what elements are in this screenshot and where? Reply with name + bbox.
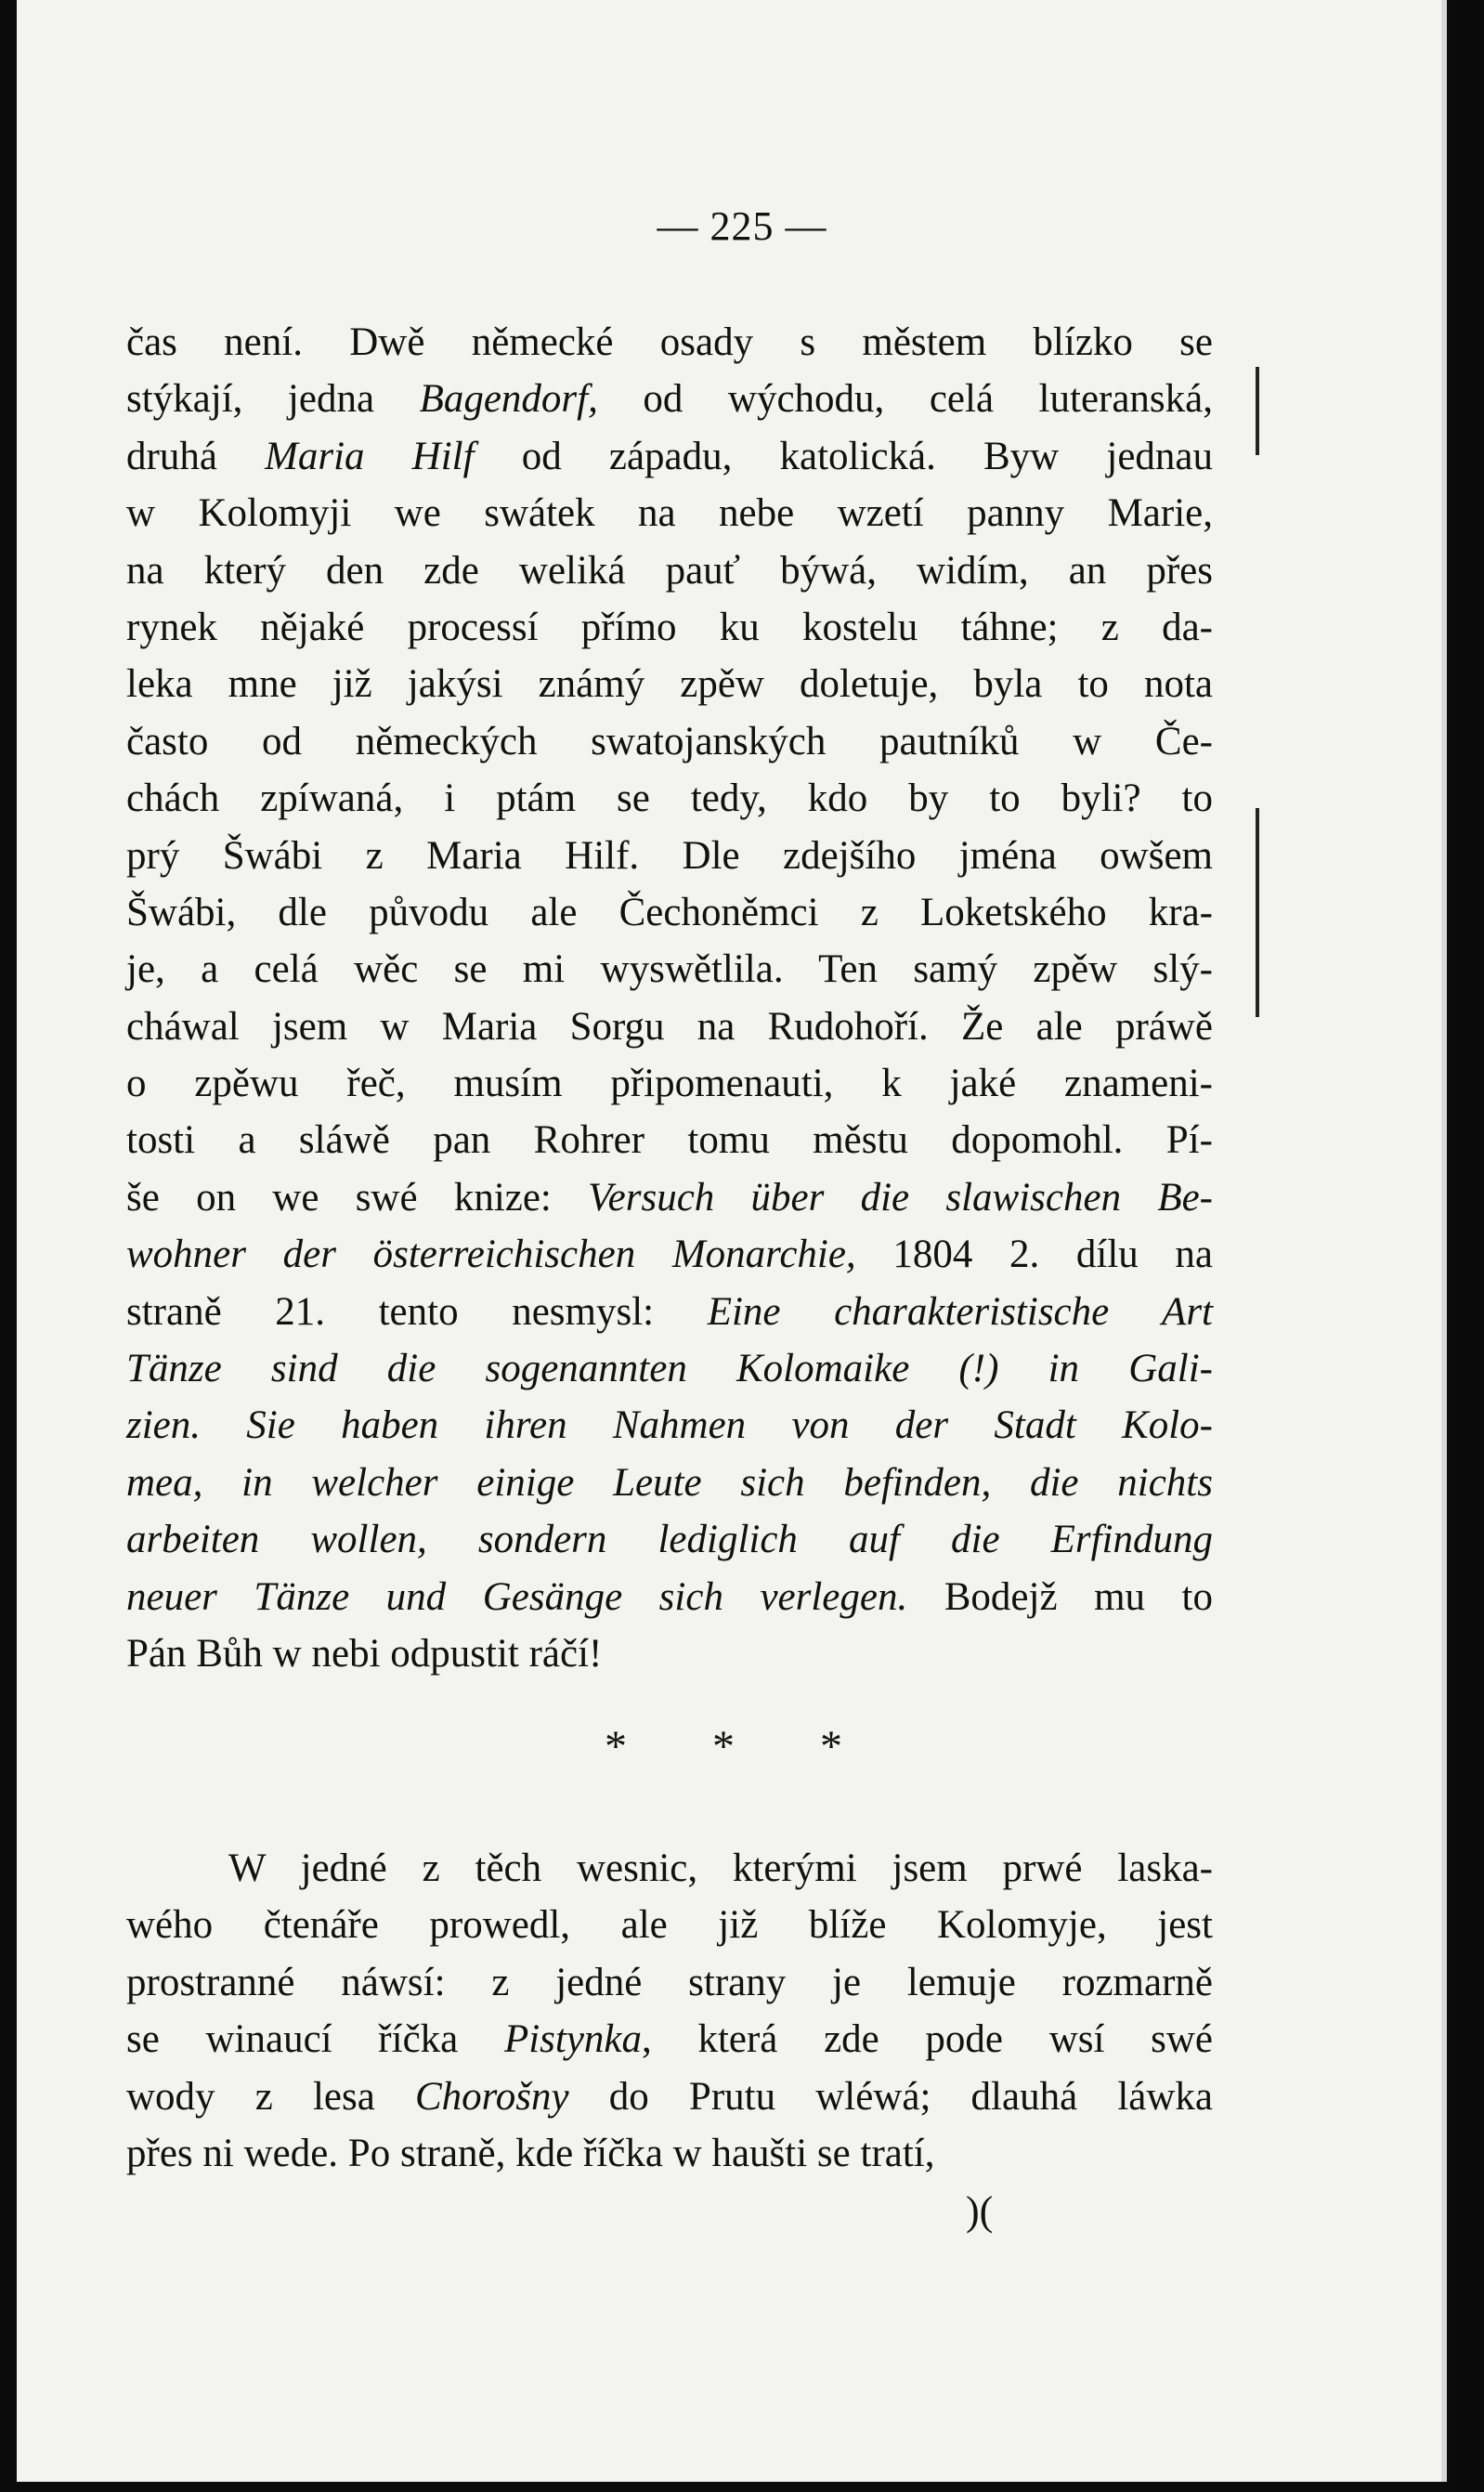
text-run: o zpěwu řeč, musím připomenauti, k jaké znameni- <box>126 1062 1213 1106</box>
scan-dark-edge <box>1452 0 1484 2492</box>
text-line <box>126 1397 1213 1454</box>
italic-text: Bagendorf, <box>419 377 598 422</box>
text-line <box>126 1625 1213 1682</box>
italic-text: Tänze sind die sogenannten Kolomaike (!) in Gali- <box>126 1347 1213 1391</box>
text-run: do Prutu wléwá; dlauhá láwka <box>568 2074 1213 2119</box>
text-line <box>126 314 1213 371</box>
text-run: W jedné z těch wesnic, kterými jsem prwé laska- <box>228 1846 1213 1890</box>
text-run: , která zde pode wsí swé <box>642 2017 1213 2062</box>
text-line <box>126 2068 1213 2125</box>
text-run: straně 21. tento nesmysl: <box>126 1289 708 1334</box>
text-line <box>126 713 1213 770</box>
section-separator: * * * <box>605 1722 879 1771</box>
text-line <box>126 1112 1213 1168</box>
text-line <box>126 2125 1213 2182</box>
text-run: se winaucí říčka <box>126 2017 504 2062</box>
text-line <box>126 1954 1213 2011</box>
text-run: Pán Bůh w nebi odpustit ráčí! <box>126 1631 603 1676</box>
text-run: je, a celá wěc se mi wyswětlila. Ten samý zpěw slý- <box>126 947 1213 992</box>
text-line <box>126 656 1213 712</box>
text-run: často od německých swatojanských pautníků w Če- <box>126 719 1213 763</box>
text-line <box>126 1569 1213 1625</box>
text-run: Bodejž mu to <box>907 1574 1213 1619</box>
text-run: Šwábi, dle původu ale Čechoněmci z Loketského kra- <box>126 890 1213 934</box>
text-line <box>126 1226 1213 1283</box>
italic-text: Versuch über die slawischen Be- <box>588 1175 1214 1220</box>
text-run: tosti a sláwě pan Rohrer tomu městu dopomohl. Pí- <box>126 1118 1213 1163</box>
italic-text: mea, in welcher einige Leute sich befinden, die nichts <box>126 1460 1213 1505</box>
text-run: wody z lesa <box>126 2074 415 2119</box>
text-line <box>126 542 1213 599</box>
text-line <box>126 2011 1213 2068</box>
page-number: — 225 — <box>657 203 827 249</box>
italic-text: wohner der österreichischen Monarchie, <box>126 1233 856 1277</box>
text-run: stýkají, jedna <box>126 377 420 422</box>
italic-text: Maria Hilf <box>265 434 475 478</box>
text-line <box>126 828 1213 884</box>
text-run: rynek nějaké processí přímo ku kostelu táhne; z da- <box>126 605 1213 649</box>
text-line <box>126 884 1213 941</box>
text-run: 1804 2. dílu na <box>855 1233 1213 1277</box>
text-run: druhá <box>126 434 266 478</box>
margin-mark <box>1256 808 1259 1017</box>
margin-mark <box>1256 367 1259 455</box>
text-line <box>126 1169 1213 1226</box>
paragraph-1 <box>126 314 1213 1682</box>
text-line <box>126 1511 1213 1568</box>
text-line <box>126 1455 1213 1511</box>
text-run: w Kolomyji we swátek na nebe wzetí panny Marie, <box>126 491 1213 536</box>
text-line <box>126 941 1213 998</box>
text-line <box>126 1340 1213 1397</box>
text-run: prý Šwábi z Maria Hilf. Dle zdejšího jména owšem <box>126 833 1213 878</box>
text-line <box>126 998 1213 1055</box>
text-line <box>126 485 1213 541</box>
text-run: od wýchodu, celá luteranská, <box>597 377 1214 422</box>
text-run: cháwal jsem w Maria Sorgu na Rudohoří. Že ale práwě <box>126 1004 1213 1049</box>
text-line <box>126 1055 1213 1112</box>
printer-signature-mark: )( <box>966 2188 994 2234</box>
text-line <box>126 371 1213 427</box>
text-run: prostranné náwsí: z jedné strany je lemuje rozmarně <box>126 1960 1213 2004</box>
text-line <box>126 1284 1213 1340</box>
text-run: wého čtenáře prowedl, ale již blíže Kolomyje, jest <box>126 1903 1213 1948</box>
italic-text: neuer Tänze und Gesänge sich verlegen. <box>126 1574 908 1619</box>
text-line <box>126 770 1213 827</box>
paragraph-2 <box>126 1840 1213 2182</box>
italic-text: Eine charakteristische Art <box>707 1289 1213 1334</box>
italic-text: Chorošny <box>414 2074 569 2119</box>
text-run: leka mne již jakýsi známý zpěw doletuje, byla to nota <box>126 662 1213 707</box>
text-line <box>126 1897 1213 1953</box>
text-run: čas není. Dwě německé osady s městem blízko se <box>126 320 1213 364</box>
text-run: přes ni wede. Po straně, kde říčka w haušti se tratí, <box>126 2131 935 2175</box>
text-line <box>126 1840 1213 1897</box>
text-line <box>126 599 1213 656</box>
text-run: na který den zde weliká pauť býwá, widím, an přes <box>126 548 1213 593</box>
text-run: chách zpíwaná, i ptám se tedy, kdo by to byli? to <box>126 776 1213 821</box>
text-run: še on we swé knize: <box>126 1175 589 1220</box>
italic-text: zien. Sie haben ihren Nahmen von der Stadt Kolo- <box>126 1403 1213 1448</box>
italic-text: arbeiten wollen, sondern lediglich auf die Erfindung <box>126 1518 1213 1562</box>
text-line <box>126 428 1213 485</box>
italic-text: Pistynka <box>503 2017 643 2062</box>
text-run: od západu, katolická. Byw jednau <box>474 434 1213 478</box>
